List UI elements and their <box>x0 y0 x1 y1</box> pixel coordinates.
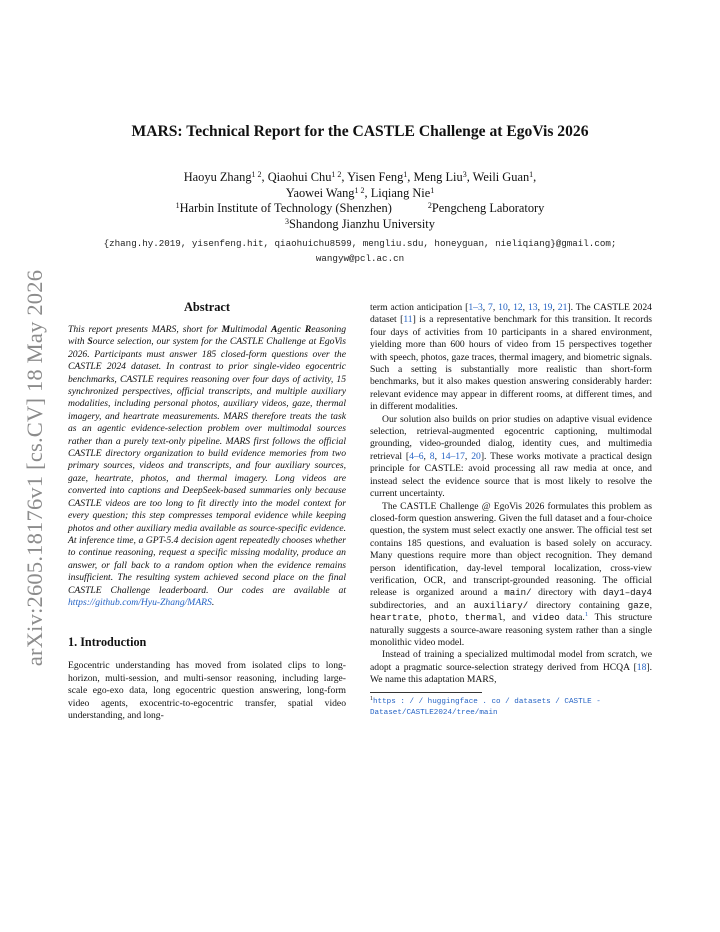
author-affil-sup: 1 2 <box>331 170 342 179</box>
paragraph: Egocentric understanding has moved from isolated clips to long-horizon, multi-session, and multi-sensor reasoning, including large-scale ego-exo data, long egocentric question answering, long-form video agents, exocentric-to-egocentric transfer, spatial video understanding, and long- <box>68 660 346 721</box>
left-column <box>68 300 346 722</box>
footnote-marker[interactable]: 1 <box>584 611 589 619</box>
text: term action anticipation [ <box>370 302 469 313</box>
author-sep: , <box>407 170 414 184</box>
citation-link[interactable]: 10 <box>498 302 508 313</box>
author-sep: , <box>261 170 268 184</box>
affiliation-name: Harbin Institute of Technology (Shenzhen) <box>179 201 392 215</box>
text: , <box>455 612 465 624</box>
citation-link[interactable]: 20 <box>471 450 481 462</box>
citation-link[interactable]: 12 <box>513 302 523 313</box>
text: ]. The CASTLE 2024 dataset [ <box>370 302 652 326</box>
abstract-text: easoning with <box>68 324 346 348</box>
paper-title: MARS: Technical Report for the CASTLE Challenge at EgoVis 2026 <box>131 123 589 140</box>
author-sep: , <box>364 185 371 200</box>
code-text: gaze <box>627 599 650 611</box>
footnote-url[interactable]: Dataset/CASTLE2024/tree/main <box>370 708 498 717</box>
footnote <box>370 696 652 718</box>
text: ] is a representative benchmark for this transition. It records four days of activities from 10 participants in a shared environment, yielding more than 600 hours of video from 15 perspectives together with speech, photos, gaze traces, thermal imagery, and biometric signals. Such a setting is substantially more realistic than short-form benchmarks, but it also makes question answering considerably harder: relevant evidence may appear in different rooms, at different times, and in different modalities. <box>370 314 652 413</box>
affiliation-sup: 1 <box>175 201 180 210</box>
section-heading-introduction: 1. Introduction <box>68 635 147 650</box>
email-line-2: wangyw@pcl.ac.cn <box>315 253 405 264</box>
text: Our solution also builds on prior studies on adaptive visual evidence selection, retrieval-augmented egocentric captioning, multimodal grounding, video-grounded dialog, identity cues, and multimedia retrieval [ <box>370 413 652 462</box>
citation-link[interactable]: 13 <box>527 302 538 313</box>
paragraph: Our solution also builds on prior studies on adaptive visual evidence selection, retrieval-augmented egocentric captioning, multimodal grounding, video-grounded dialog, identity cues, and multimedia retrieval [4–6, 8, 14–17, 20]. These works motivate a practical design principle for CASTLE: avoid processing all raw media at once, and instead select the evidence source that is most likely to resolve the current uncertainty. <box>370 413 652 500</box>
citation-link[interactable]: 11 <box>403 314 413 326</box>
text: ]. These works motivate a practical design principle for CASTLE: avoid processing all raw media at once, and instead select the evidence source that is most likely to resolve the current uncertainty. <box>370 450 652 500</box>
code-text: auxiliary/ <box>473 599 529 611</box>
code-repository-link[interactable]: https://github.com/Hyu-Zhang/MARS <box>68 596 212 608</box>
paragraph <box>370 649 652 686</box>
citation-link[interactable]: 19 <box>542 302 553 313</box>
paragraph: term action anticipation [1–3, 7, 10, 12, 13, 19, 21]. The CASTLE 2024 dataset [11] is a representative benchmark for this transition. It records four days of activities from 10 participants in a shared environment, yielding more than 600 hours of video from 15 perspectives together with speech, photos, gaze traces, thermal imagery, and biometric signals. Such a setting is substantially more realistic than short-form benchmarks, but it also makes question answering considerably harder: relevant evidence may appear in different rooms, at different times, and in different modalities. <box>370 302 652 413</box>
abstract-text: ource selection, our system for the CASTLE Challenge at EgoVis 2026. Participants must answer 185 closed-form questions over the CASTLE 2024 dataset. In contrast to prior single-video egocentric benchmarks, CASTLE requires reasoning over four days of activity, 15 synchronized perspectives, official transcripts, and multiple auxiliary modalities, including personal photos, auxiliary videos, gaze, thermal imagery, and heartrate measurements. MARS therefore treats the task as an agentic evidence-selection problem over multimodal sources rather than a purely text-only pipeline. MARS first follows the official CASTLE directory organization to build evidence memories from two primary sources, videos and transcripts, and four auxiliary sources, gaze, heartrate, photos, and thermal imagery. Long videos are converted into captions and DeepSeek-based summaries only because CASTLE videos are too long to fit directly into the model context for every question; this step compresses temporal evidence while keeping photos and other auxiliary media available as source-specific evidence. At inference time, a GPT-5.4 decision agent repeatedly chooses whether to continue reasoning, request a specific missing modality, produce an answer, or fall back to a random option when the evidence remains insufficient. The resulting system achieved second place on the final CASTLE Challenge leaderboard. Our codes are available at <box>68 336 346 596</box>
text: , <box>419 612 429 624</box>
abstract-text: . <box>211 596 215 608</box>
abstract-heading: Abstract <box>183 300 231 314</box>
arxiv-stamp-text: arXiv:2605.18176v1 [cs.CV] 18 May 2026 <box>22 269 47 667</box>
citation-link[interactable]: 7 <box>488 302 493 313</box>
author-sep: , <box>466 170 473 184</box>
right-column-body <box>370 302 652 687</box>
right-column <box>370 302 652 718</box>
code-text: day1–day4 <box>602 587 652 599</box>
author-name: Yaowei Wang <box>285 185 355 200</box>
affiliation-name: Pengcheng Laboratory <box>431 201 545 215</box>
code-text: video <box>532 612 560 624</box>
footnote-divider <box>370 692 482 693</box>
footnote-url[interactable]: https : / / huggingface . co / datasets / CASTLE - <box>373 697 601 706</box>
citation-link[interactable]: 21 <box>557 302 568 313</box>
author-name: Qiaohui Chu <box>267 170 332 184</box>
text: Instead of training a specialized multimodal model from scratch, we adopt a pragmatic source-selection strategy derived from HCQA [ <box>370 649 652 673</box>
author-line-2 <box>110 186 610 202</box>
arxiv-identifier-stamp <box>18 258 52 678</box>
acronym-letter: M <box>221 324 231 335</box>
text: subdirectories, and an <box>370 599 474 611</box>
text: data. <box>559 612 585 624</box>
acronym-letter: R <box>304 324 312 335</box>
citation-link[interactable]: 18 <box>636 661 647 673</box>
text: directory containing <box>528 599 628 611</box>
author-sep: , <box>341 170 348 184</box>
affiliation-row-2 <box>110 217 610 233</box>
author-affil-sup: 3 <box>462 170 467 179</box>
author-affil-sup: 1 <box>529 170 534 179</box>
affiliation-row-1 <box>110 201 610 217</box>
text: , <box>649 599 652 611</box>
citation-link[interactable]: 14–17 <box>440 450 465 462</box>
acronym-letter: A <box>271 324 278 335</box>
acronym-letter: S <box>87 336 93 348</box>
introduction-body <box>68 660 346 722</box>
author-name: Haoyu Zhang <box>183 170 252 184</box>
affiliation <box>428 201 545 217</box>
author-name: Liqiang Nie <box>370 185 431 200</box>
code-text: main/ <box>504 587 532 599</box>
abstract-text: gentic <box>277 324 305 335</box>
affiliation-name: Shandong Jianzhu University <box>289 216 435 231</box>
author-affil-sup: 1 2 <box>251 170 262 179</box>
author-emails <box>40 236 680 266</box>
author-affil-sup: 1 <box>403 170 408 179</box>
author-affil-sup: 1 2 <box>354 185 365 195</box>
code-text: heartrate <box>370 612 420 624</box>
abstract-text: This report presents MARS, short for <box>68 324 222 335</box>
author-name: Meng Liu <box>413 170 463 184</box>
citation-link[interactable]: 4–6 <box>409 450 424 462</box>
footnote-number: 1 <box>370 695 373 702</box>
author-sep: , <box>533 170 537 184</box>
citation-link[interactable]: 1–3 <box>468 302 483 313</box>
author-name: Weili Guan <box>472 170 530 184</box>
citation-link[interactable]: 8 <box>429 450 435 462</box>
text: directory with <box>531 587 603 599</box>
affiliation <box>176 201 392 217</box>
abstract-body <box>68 324 346 609</box>
affiliation-sup: 2 <box>427 201 432 210</box>
text: , and <box>502 612 533 624</box>
text: This structure naturally suggests a source-aware reasoning system rather than a single monolithic video model. <box>370 612 652 648</box>
abstract-text: ultimodal <box>230 324 271 335</box>
code-text: thermal <box>464 612 503 624</box>
text: The CASTLE Challenge @ EgoVis 2026 formulates this problem as closed-form question answering. Given the full dataset and a four-choice question, the system must select exactly one answer. The official test set contains 185 questions, and evaluation is based solely on accuracy. Many questions require more than object recognition. They demand person identification, day-level temporal localization, cross-view verification, OCR, and transcript-grounded reasoning. The official release is organized around a <box>370 500 652 599</box>
email-line-1: {zhang.hy.2019, yisenfeng.hit, qiaohuichu8599, mengliu.sdu, honeyguan, nieliqiang}@gmail.com; <box>103 238 617 249</box>
paragraph <box>370 501 652 650</box>
text: ]. We name this adaptation MARS, <box>370 661 652 686</box>
author-line-1 <box>110 170 610 186</box>
author-block <box>110 170 610 232</box>
author-affil-sup: 1 <box>430 185 435 195</box>
affiliation-sup: 3 <box>285 216 290 226</box>
author-name: Yisen Feng <box>347 170 404 184</box>
code-text: photo <box>428 612 456 624</box>
